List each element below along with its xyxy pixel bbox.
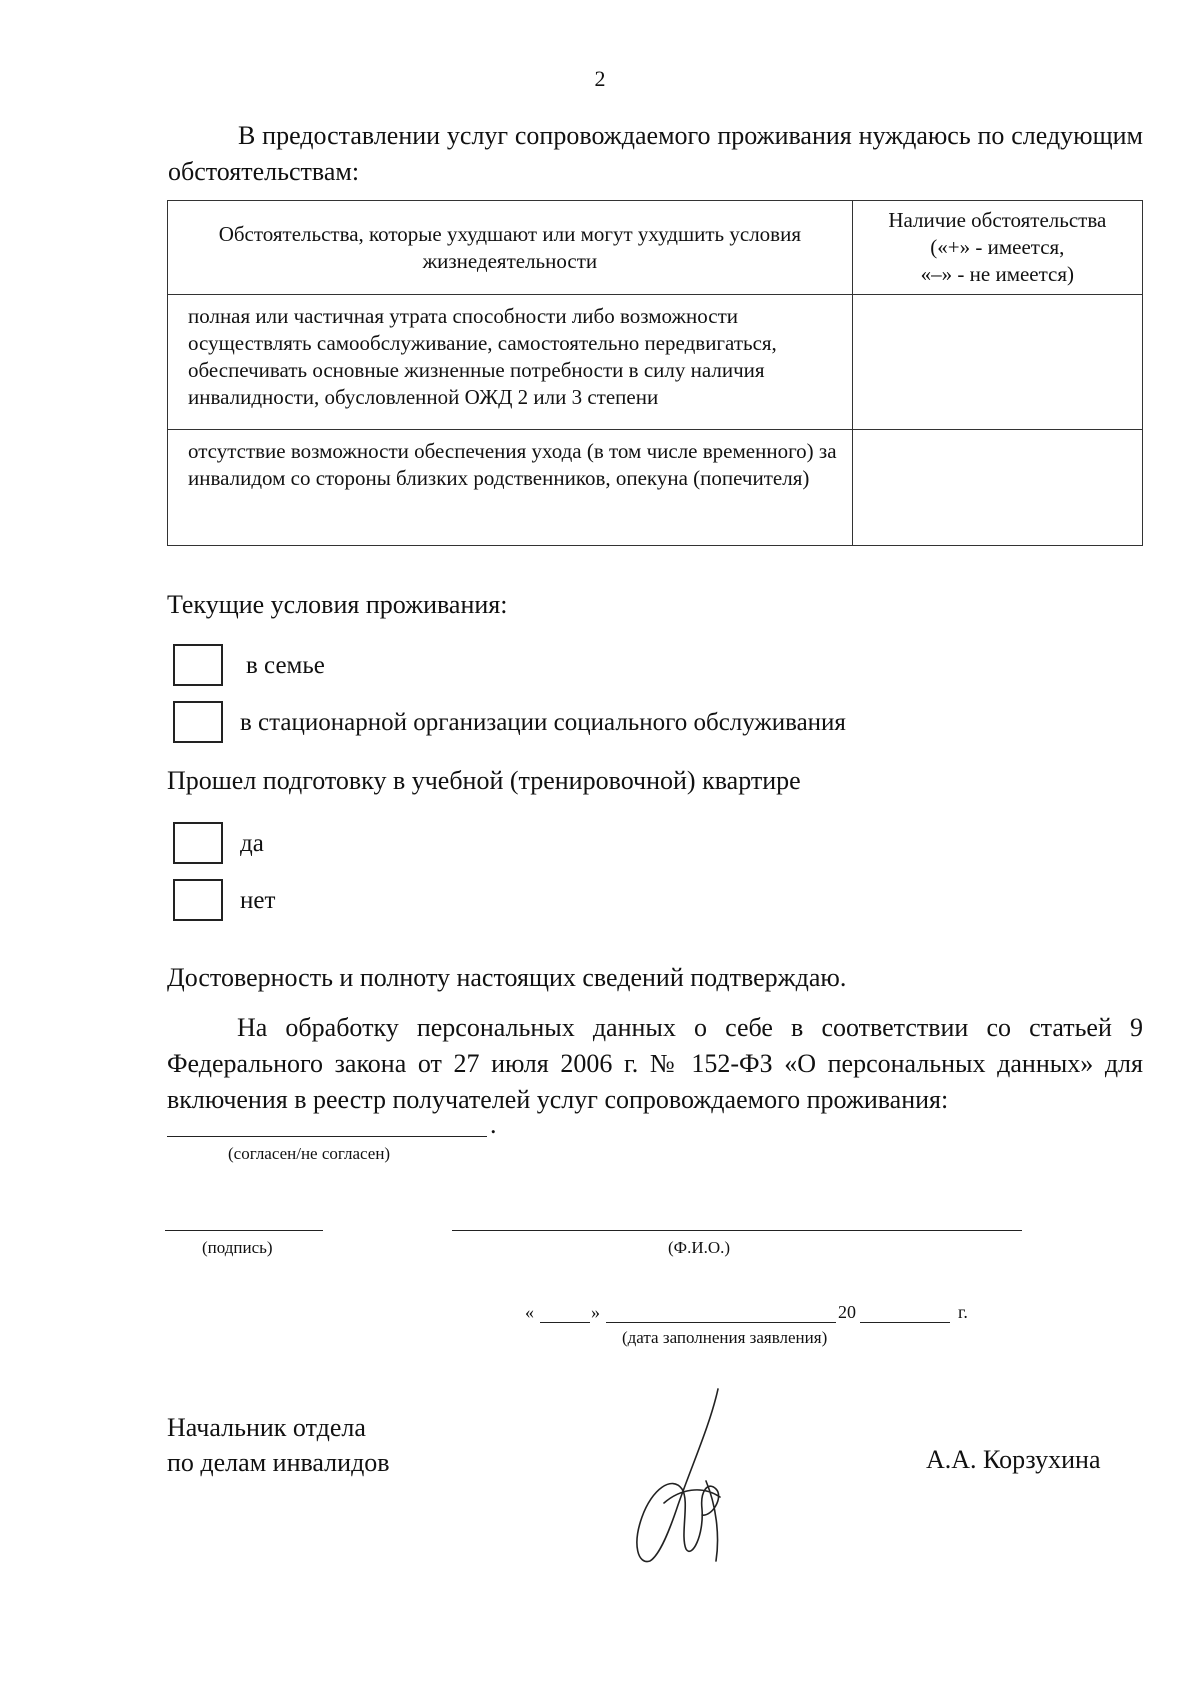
header-presence-line: («+» - имеется,	[930, 235, 1065, 259]
intro-text: В предоставлении услуг сопровождаемого проживания нуждаюсь по следующим обстоятельствам:	[168, 121, 1143, 186]
signature-line[interactable]	[165, 1230, 323, 1231]
consent-input-line[interactable]	[167, 1136, 487, 1137]
page-number: 2	[594, 66, 606, 91]
signatory-title-line: Начальник отдела	[167, 1413, 366, 1442]
date-open-quote: «	[525, 1302, 534, 1322]
fio-line[interactable]	[452, 1230, 1022, 1231]
training-heading: Прошел подготовку в учебной (тренировочной) квартире	[167, 766, 801, 795]
table-row	[168, 430, 1143, 546]
fio-caption: (Ф.И.О.)	[668, 1238, 731, 1257]
header-presence-line: Наличие обстоятельства	[888, 208, 1107, 232]
checkbox-family[interactable]	[173, 644, 223, 686]
circumstance-text: полная или частичная утрата способности либо возможности осуществлять самообслуживание, самостоятельно передвигаться, обеспечивать основные жизненные потребности в силу наличия инвалидности, обусловленной ОЖД 2 или 3 степени	[168, 295, 853, 430]
consent-caption: (согласен/не согласен)	[228, 1144, 391, 1163]
header-presence-line: «–» - не имеется)	[920, 262, 1075, 286]
checkbox-family-label: в семье	[246, 652, 325, 679]
circumstances-table	[167, 200, 1143, 546]
presence-cell[interactable]	[852, 430, 1142, 546]
checkbox-no[interactable]	[173, 879, 223, 921]
header-presence	[852, 201, 1142, 295]
date-month-line[interactable]	[606, 1322, 836, 1323]
date-year-suffix: г.	[958, 1302, 968, 1322]
presence-cell[interactable]	[852, 295, 1142, 430]
date-year-line[interactable]	[860, 1322, 950, 1323]
signatory-name: А.А. Корзухина	[926, 1445, 1101, 1474]
checkbox-yes-label: да	[240, 830, 264, 857]
checkbox-yes[interactable]	[173, 822, 223, 864]
confirmation-text: Достоверность и полноту настоящих сведений подтверждаю.	[167, 963, 847, 992]
consent-period: .	[490, 1110, 497, 1139]
checkbox-institution[interactable]	[173, 701, 223, 743]
circumstance-text: отсутствие возможности обеспечения ухода (в том числе временного) за инвалидом со стороны близких родственников, опекуна (попечителя)	[168, 430, 853, 546]
date-caption: (дата заполнения заявления)	[622, 1328, 828, 1347]
consent-text: На обработку персональных данных о себе в соответствии со статьей 9 Федерального закона от 27 июля 2006 г. № 152-ФЗ «О персональных данных» для включения в реестр получателей услуг сопровождаемого проживания:	[167, 1013, 1143, 1114]
header-circumstances: Обстоятельства, которые ухудшают или могут ухудшить условия жизнедеятельности	[168, 201, 853, 295]
consent-paragraph	[167, 1010, 1143, 1118]
signature-caption: (подпись)	[202, 1238, 273, 1257]
table-row	[168, 295, 1143, 430]
signatory-title-line: по делам инвалидов	[167, 1448, 390, 1477]
table-header-row	[168, 201, 1143, 295]
date-year-prefix: 20	[838, 1302, 856, 1322]
handwritten-signature	[620, 1385, 750, 1565]
checkbox-no-label: нет	[240, 887, 276, 914]
intro-paragraph	[168, 118, 1143, 190]
living-conditions-heading: Текущие условия проживания:	[167, 590, 508, 619]
date-close-quote: »	[591, 1302, 600, 1322]
checkbox-institution-label: в стационарной организации социального обслуживания	[240, 709, 846, 736]
signatory-title	[167, 1410, 390, 1480]
date-day-line[interactable]	[540, 1322, 590, 1323]
